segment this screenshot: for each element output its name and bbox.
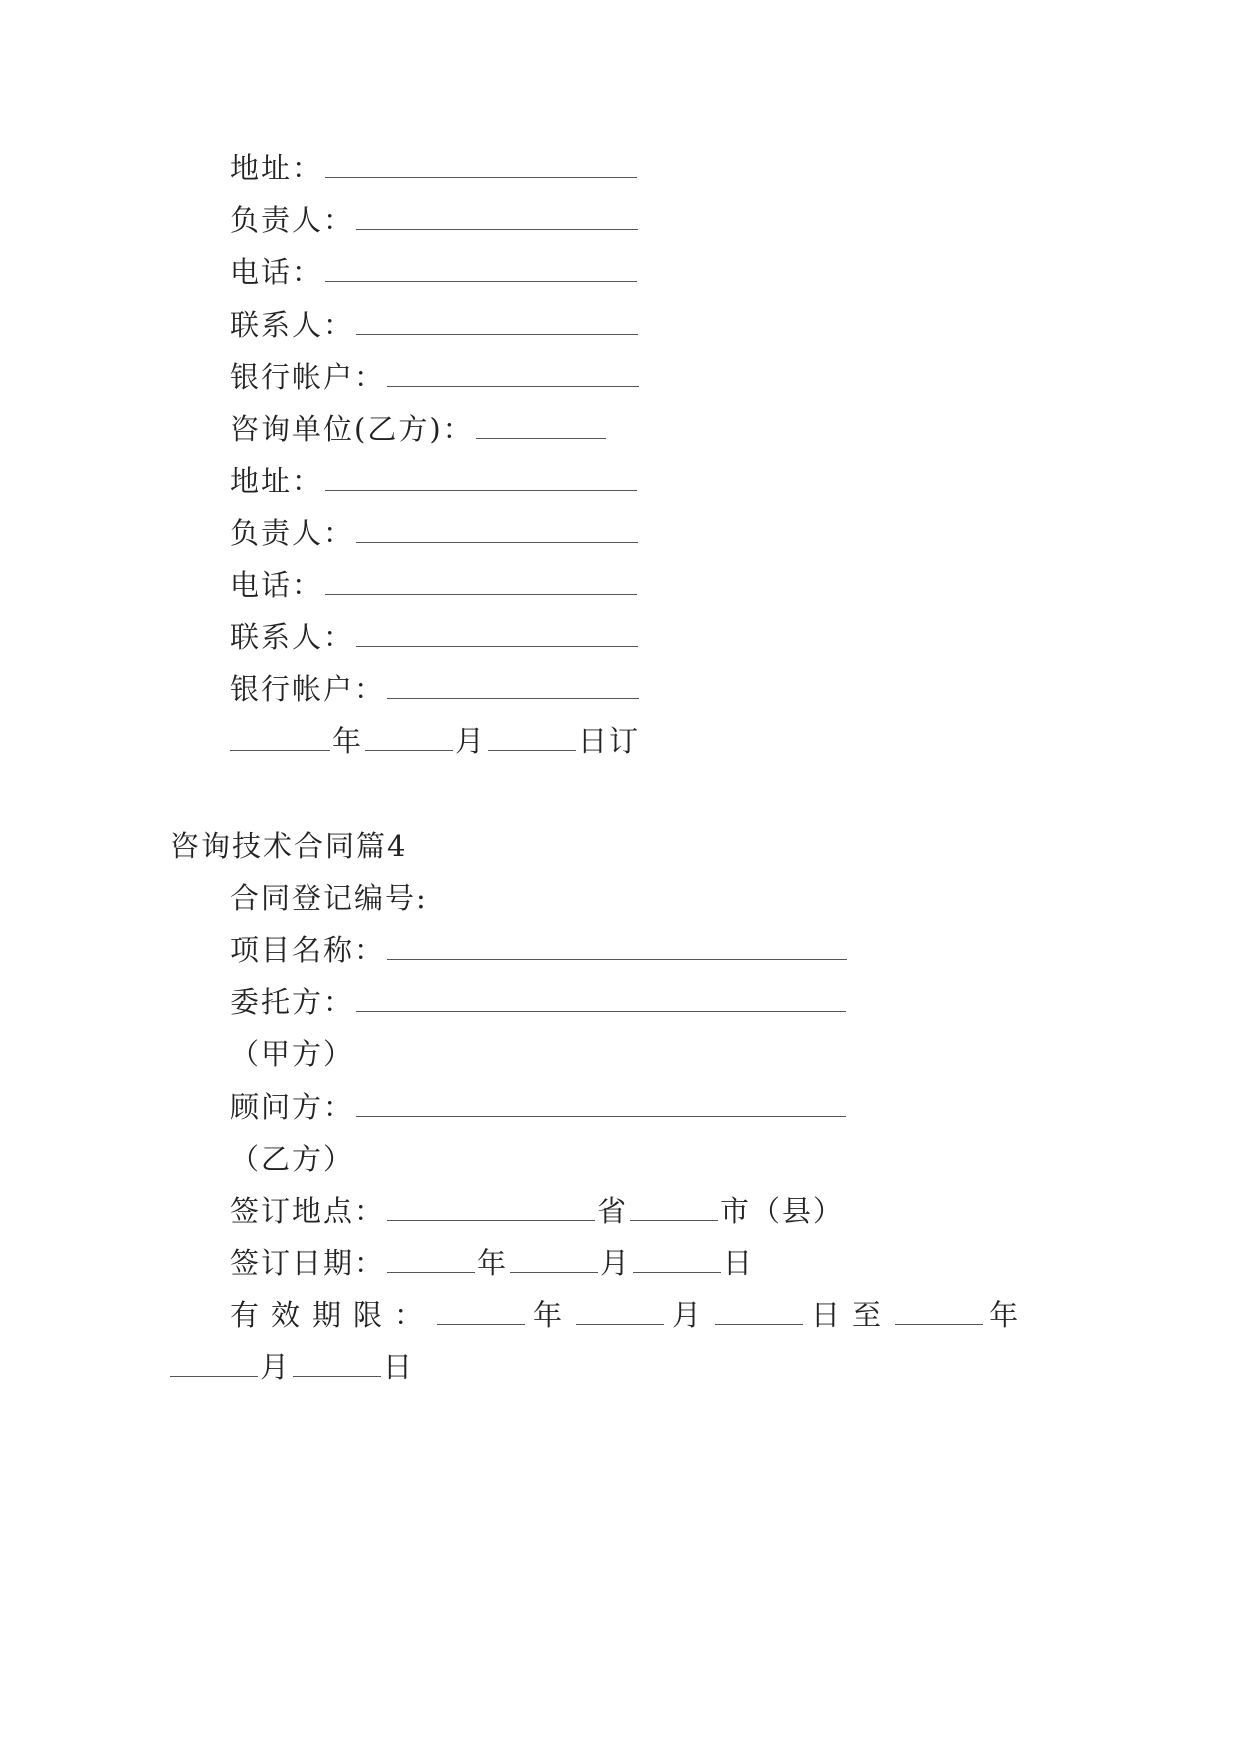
validity-continuation-line — [170, 1347, 414, 1387]
consultant-line — [230, 1087, 848, 1127]
project-name-label: 项目名称： — [230, 933, 386, 967]
day-blank — [488, 728, 576, 751]
start-month-label: 月 — [672, 1298, 714, 1332]
end-month-label: 月 — [260, 1350, 292, 1384]
bank-account-blank — [387, 676, 639, 699]
party-b-bank-line — [230, 669, 641, 709]
project-name-blank — [387, 937, 847, 960]
start-day-blank — [715, 1302, 803, 1325]
project-name-line — [230, 930, 849, 970]
month-label: 月 — [600, 1246, 632, 1280]
year-label: 年 — [477, 1246, 509, 1280]
party-b-person-line — [230, 513, 640, 553]
end-month-blank — [170, 1354, 258, 1377]
contact-blank — [356, 624, 638, 647]
person-in-charge-blank — [356, 207, 638, 230]
registration-no-label: 合同登记编号: — [230, 881, 428, 915]
bank-account-blank — [387, 364, 639, 387]
signed-date-line — [230, 721, 640, 761]
phone-label: 电话： — [230, 255, 324, 289]
bank-account-label: 银行帐户： — [230, 360, 386, 394]
party-a-phone-line — [230, 252, 639, 292]
start-year-label: 年 — [533, 1298, 575, 1332]
consulting-unit-blank — [476, 416, 606, 439]
client-label: 委托方： — [230, 985, 355, 1019]
sign-date-label: 签订日期： — [230, 1246, 386, 1280]
address-blank — [325, 155, 637, 178]
phone-blank — [325, 572, 637, 595]
address-label: 地址： — [230, 151, 324, 185]
sign-place-line — [230, 1191, 844, 1231]
contact-label: 联系人： — [230, 620, 355, 654]
phone-blank — [325, 259, 637, 282]
consultant-note: （乙方） — [230, 1142, 355, 1176]
contact-blank — [356, 312, 638, 335]
month-blank — [510, 1250, 598, 1273]
year-label: 年 — [332, 724, 364, 758]
registration-no-line — [230, 878, 428, 918]
validity-line — [230, 1295, 1020, 1335]
day-signed-label: 日订 — [578, 724, 641, 758]
contact-label: 联系人： — [230, 308, 355, 342]
client-note: （甲方） — [230, 1037, 355, 1071]
person-in-charge-label: 负责人： — [230, 516, 355, 550]
end-year-blank — [895, 1302, 983, 1325]
client-line — [230, 982, 848, 1022]
province-blank — [387, 1198, 595, 1221]
party-a-address-line — [230, 148, 639, 188]
sign-date-line — [230, 1243, 754, 1283]
address-blank — [325, 468, 637, 491]
day-label: 日 — [723, 1246, 755, 1280]
client-note-line — [230, 1034, 354, 1074]
consultant-label: 顾问方： — [230, 1090, 355, 1124]
party-b-address-line — [230, 461, 639, 501]
person-in-charge-blank — [356, 520, 638, 543]
day-to-label: 日至 — [811, 1298, 894, 1332]
party-a-contact-line — [230, 305, 640, 345]
end-day-blank — [293, 1354, 381, 1377]
consulting-unit-label: 咨询单位(乙方)： — [230, 412, 474, 446]
party-b-unit-line — [230, 409, 608, 449]
person-in-charge-label: 负责人： — [230, 203, 355, 237]
year-blank — [230, 728, 330, 751]
month-label: 月 — [455, 724, 487, 758]
section-heading: 咨询技术合同篇4 — [170, 829, 408, 863]
consultant-blank — [356, 1094, 846, 1117]
address-label: 地址： — [230, 464, 324, 498]
party-b-contact-line — [230, 617, 640, 657]
start-year-blank — [437, 1302, 525, 1325]
start-month-blank — [576, 1302, 664, 1325]
end-day-label: 日 — [383, 1350, 415, 1384]
city-blank — [630, 1198, 718, 1221]
party-b-phone-line — [230, 565, 639, 605]
year-blank — [387, 1250, 475, 1273]
party-a-person-line — [230, 200, 640, 240]
sign-place-label: 签订地点： — [230, 1194, 386, 1228]
party-a-bank-line — [230, 357, 641, 397]
client-blank — [356, 989, 846, 1012]
phone-label: 电话： — [230, 568, 324, 602]
validity-label: 有效期限： — [230, 1298, 436, 1332]
month-blank — [365, 728, 453, 751]
consultant-note-line — [230, 1139, 354, 1179]
day-blank — [633, 1250, 721, 1273]
bank-account-label: 银行帐户： — [230, 672, 386, 706]
city-county-label: 市（县） — [720, 1194, 845, 1228]
end-year-label: 年 — [989, 1298, 1021, 1332]
province-label: 省 — [597, 1194, 629, 1228]
